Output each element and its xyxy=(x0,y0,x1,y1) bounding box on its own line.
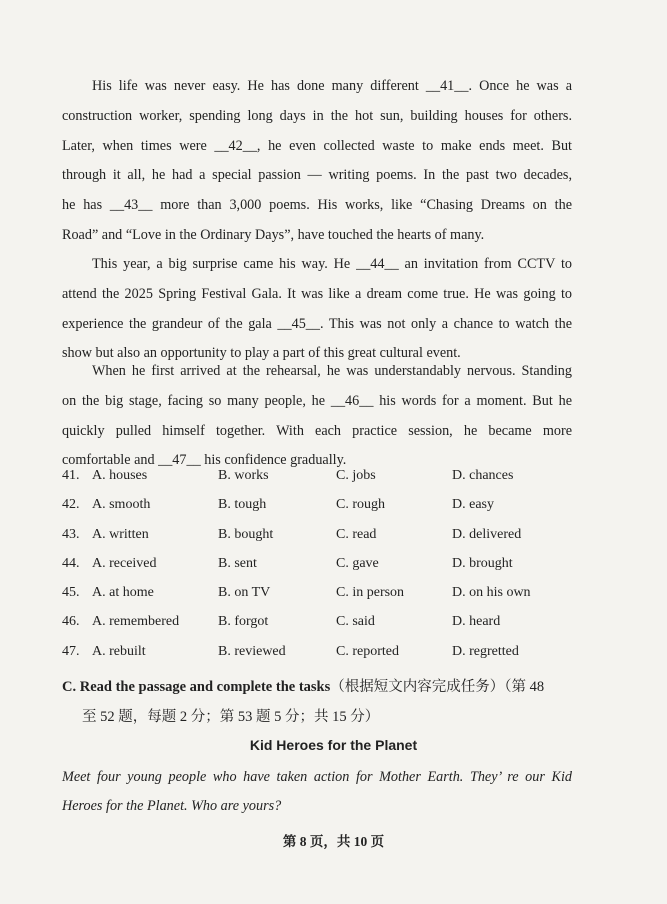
option-d: D. easy xyxy=(452,497,494,513)
page-footer: 第 8 页，共 10 页 xyxy=(282,834,385,849)
option-a: A. received xyxy=(92,555,157,571)
section-c-heading xyxy=(62,672,582,732)
option-d: D. regretted xyxy=(452,643,519,659)
option-c: C. gave xyxy=(336,555,379,571)
option-b: B. reviewed xyxy=(218,643,286,659)
section-c-instruction: C. Read the passage and complete the tasks xyxy=(62,679,331,695)
passage-line: Later, when times were __42__, he even collected waste to make ends meet. But xyxy=(62,137,572,154)
option-b: B. bought xyxy=(218,526,274,542)
passage-line: His life was never easy. He has done many different __41__. Once he was a xyxy=(92,78,572,94)
option-c: C. said xyxy=(336,614,375,630)
option-a: A. rebuilt xyxy=(92,643,146,659)
intro-line: Heroes for the Planet. Who are yours? xyxy=(62,798,282,814)
option-a: A. at home xyxy=(92,585,154,601)
question-row-41 xyxy=(62,468,582,497)
option-b: B. sent xyxy=(218,555,257,571)
passage-line: experience the grandeur of the gala __45__. This was not only a chance to watch the xyxy=(62,315,572,332)
section-c-scoring: 至 52 题，每题 2 分；第 53 题 5 分；共 15 分） xyxy=(82,709,380,725)
option-d: D. on his own xyxy=(452,585,531,601)
question-row-45 xyxy=(62,585,582,614)
option-b: B. on TV xyxy=(218,585,271,601)
option-a: A. written xyxy=(92,526,149,542)
question-number: 47. xyxy=(62,643,80,659)
passage-line: Road” and “Love in the Ordinary Days”, have touched the hearts of many. xyxy=(62,226,485,243)
passage-line: through it all, he had a special passion — writing poems. In the past two decades, xyxy=(62,167,572,184)
question-number: 44. xyxy=(62,555,80,571)
passage-line: show but also an opportunity to play a part of this great cultural event. xyxy=(62,345,461,362)
passage-line: construction worker, spending long days in the hot sun, building houses for others. xyxy=(62,107,572,124)
question-row-42 xyxy=(62,497,582,526)
option-d: D. chances xyxy=(452,468,514,483)
answer-options xyxy=(62,468,582,673)
option-c: C. jobs xyxy=(336,468,376,483)
section-c-line-1 xyxy=(62,672,582,702)
option-c: C. reported xyxy=(336,643,399,659)
option-d: D. brought xyxy=(452,555,513,571)
passage-line: comfortable and __47__ his confidence gradually. xyxy=(62,452,347,469)
question-row-44 xyxy=(62,556,582,585)
passage-paragraph-2 xyxy=(62,250,572,369)
passage-line: When he first arrived at the rehearsal, he was understandably nervous. Standing xyxy=(92,363,572,379)
question-row-46 xyxy=(62,614,582,643)
intro-line: Meet four young people who have taken action for Mother Earth. They’ re our Kid xyxy=(62,769,572,785)
passage-paragraph-3 xyxy=(62,357,572,476)
question-row-43 xyxy=(62,527,582,556)
question-number: 46. xyxy=(62,614,80,630)
passage-paragraph-1 xyxy=(62,72,572,251)
article-intro xyxy=(62,763,572,821)
article-title: Kid Heroes for the Planet xyxy=(249,737,418,753)
option-b: B. forgot xyxy=(218,614,269,630)
passage-line: attend the 2025 Spring Festival Gala. It was like a dream come true. He was going to xyxy=(62,285,572,302)
section-c-instruction-cn: （根据短文内容完成任务）（第 48 xyxy=(330,679,545,695)
option-a: A. remembered xyxy=(92,614,180,630)
passage-line: This year, a big surprise came his way. He __44__ an invitation from CCTV to xyxy=(92,256,572,272)
option-a: A. houses xyxy=(92,468,148,483)
passage-line: on the big stage, facing so many people, he __46__ his words for a moment. But he xyxy=(62,392,572,409)
option-c: C. rough xyxy=(336,497,385,513)
option-b: B. tough xyxy=(218,497,267,513)
option-c: C. in person xyxy=(336,585,405,601)
option-d: D. delivered xyxy=(452,526,522,542)
option-c: C. read xyxy=(336,526,377,542)
question-number: 45. xyxy=(62,585,80,601)
question-number: 41. xyxy=(62,468,80,483)
option-a: A. smooth xyxy=(92,497,151,513)
option-b: B. works xyxy=(218,468,269,483)
question-number: 42. xyxy=(62,497,80,513)
question-number: 43. xyxy=(62,526,80,542)
question-row-47 xyxy=(62,644,582,673)
option-d: D. heard xyxy=(452,614,501,630)
passage-line: quickly pulled himself together. With each practice session, he became more xyxy=(62,422,572,439)
passage-line: he has __43__ more than 3,000 poems. His works, like “Chasing Dreams on the xyxy=(62,197,572,214)
